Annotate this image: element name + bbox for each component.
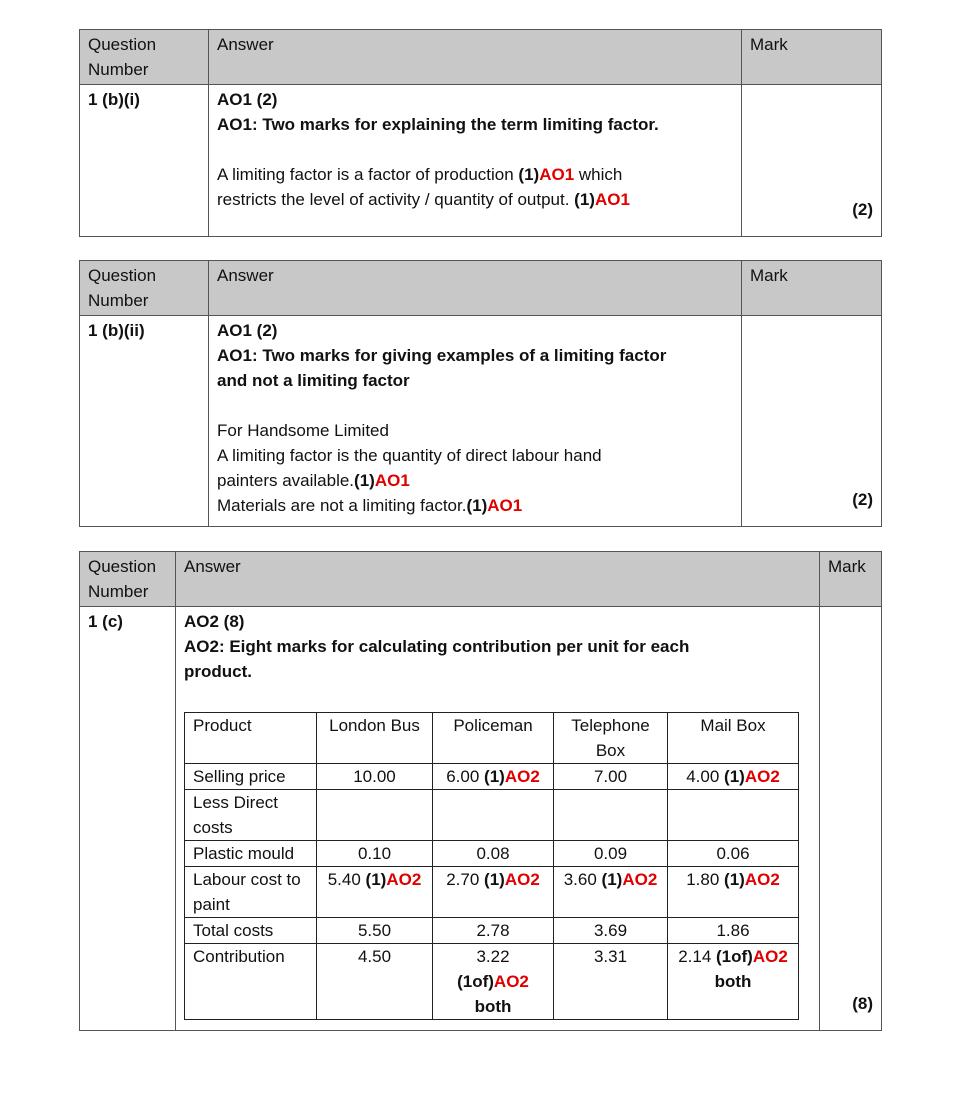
table-cell <box>554 790 668 841</box>
text-segment: painters available. <box>217 471 355 490</box>
text-segment: 0.10 <box>357 844 392 863</box>
table-cell <box>317 841 433 867</box>
assessment-objective: AO2 <box>744 870 780 889</box>
header-row <box>80 261 882 316</box>
answer-heading-line: AO2: Eight marks for calculating contribution per unit for each <box>184 637 690 656</box>
text-segment: 1.86 <box>716 921 750 940</box>
text-segment: (1) <box>601 870 623 889</box>
table-cell <box>554 841 668 867</box>
answer-heading-line: product. <box>184 662 252 681</box>
question-table-1 <box>79 260 882 527</box>
mark-header: Mark <box>742 261 882 316</box>
answer-header: Answer <box>209 30 742 85</box>
product-header-cell: London Bus <box>317 713 433 764</box>
table-row <box>185 867 799 918</box>
mark-header: Mark <box>742 30 882 85</box>
answer-heading-line: AO1 (2) <box>217 90 278 109</box>
text-segment: (1) <box>574 190 595 209</box>
text-segment: 4.50 <box>357 947 392 966</box>
table-cell <box>433 790 554 841</box>
answer-line <box>217 418 733 443</box>
text-segment: 2.70 <box>446 870 485 889</box>
table-cell <box>554 944 668 1020</box>
table-row <box>185 790 799 841</box>
answer-row <box>80 85 882 237</box>
text-segment: Plastic mould <box>193 844 295 863</box>
product-header-row <box>185 713 799 764</box>
table-cell <box>433 867 554 918</box>
answer-heading-line: AO1 (2) <box>217 321 278 340</box>
text-segment: Materials are not a limiting factor. <box>217 496 467 515</box>
text-segment: 6.00 <box>446 767 485 786</box>
answer-line <box>217 187 733 212</box>
question-table-0 <box>79 29 882 237</box>
table-cell <box>668 944 799 1020</box>
answer-line <box>217 162 733 187</box>
text-segment: 5.40 <box>327 870 366 889</box>
answer-cell <box>209 316 742 527</box>
text-segment: 5.50 <box>357 921 392 940</box>
text-segment: 3.31 <box>593 947 628 966</box>
product-header-cell: Policeman <box>433 713 554 764</box>
text-segment: (1) <box>518 165 540 184</box>
table-cell <box>668 841 799 867</box>
text-segment: Less Direct costs <box>193 793 279 837</box>
table-cell <box>185 841 317 867</box>
assessment-objective: AO2 <box>493 972 529 991</box>
assessment-objective: AO2 <box>504 870 540 889</box>
product-header-cell: Mail Box <box>668 713 799 764</box>
question-number: 1 (c) <box>80 607 176 1031</box>
text-segment: For Handsome Limited <box>217 421 389 440</box>
question-number-header: Question Number <box>80 30 209 85</box>
assessment-objective: AO2 <box>752 947 788 966</box>
table-cell <box>317 918 433 944</box>
table-cell <box>668 790 799 841</box>
table-cell <box>433 841 554 867</box>
table-cell <box>317 867 433 918</box>
question-number-header: Question Number <box>80 261 209 316</box>
table-row <box>185 764 799 790</box>
mark-value: (8) <box>820 607 882 1031</box>
text-segment: A limiting factor is the quantity of direct labour hand <box>217 446 602 465</box>
question-table-2 <box>79 551 882 1031</box>
assessment-objective: AO2 <box>386 870 422 889</box>
table-cell <box>433 764 554 790</box>
text-segment: Selling price <box>193 767 286 786</box>
text-segment: which <box>574 165 623 184</box>
table-cell <box>554 918 668 944</box>
answer-header: Answer <box>209 261 742 316</box>
answer-heading-line: AO1: Two marks for explaining the term limiting factor. <box>217 115 659 134</box>
text-segment: 4.00 <box>686 767 725 786</box>
header-row <box>80 552 882 607</box>
text-segment: A limiting factor is a factor of production <box>217 165 519 184</box>
text-segment: 0.06 <box>716 844 750 863</box>
text-segment: (1) <box>484 870 505 889</box>
answer-row <box>80 607 882 1031</box>
table-cell <box>185 867 317 918</box>
text-segment: Total costs <box>193 921 274 940</box>
text-segment: (1) <box>484 767 505 786</box>
answer-heading-line: AO1: Two marks for giving examples of a limiting factor <box>217 346 667 365</box>
answer-heading-line: and not a limiting factor <box>217 371 410 390</box>
mark-header: Mark <box>820 552 882 607</box>
question-number: 1 (b)(i) <box>80 85 209 237</box>
mark-value: (2) <box>742 85 882 237</box>
table-cell <box>185 944 317 1020</box>
text-segment: restricts the level of activity / quantity of output. <box>217 190 575 209</box>
text-segment: (1) <box>354 471 375 490</box>
text-segment: (1) <box>724 870 745 889</box>
text-segment: 0.09 <box>593 844 628 863</box>
assessment-objective: AO1 <box>594 190 630 209</box>
text-segment: both <box>474 997 512 1016</box>
table-cell <box>185 918 317 944</box>
table-cell <box>433 944 554 1020</box>
answer-heading-line: AO2 (8) <box>184 612 245 631</box>
text-segment: (1) <box>466 496 488 515</box>
table-row <box>185 841 799 867</box>
answer-line <box>217 443 733 468</box>
table-cell <box>433 918 554 944</box>
product-contribution-table <box>184 712 799 1020</box>
assessment-objective: AO1 <box>374 471 410 490</box>
table-cell <box>317 764 433 790</box>
answer-line <box>217 493 733 518</box>
text-segment: 3.60 <box>563 870 602 889</box>
header-row <box>80 30 882 85</box>
table-cell <box>185 764 317 790</box>
text-segment: Contribution <box>193 947 285 966</box>
spacer <box>217 137 733 162</box>
text-segment: (1) <box>724 767 745 786</box>
table-cell <box>185 790 317 841</box>
question-number-header: Question Number <box>80 552 176 607</box>
answer-line <box>217 468 733 493</box>
product-header-cell: Telephone Box <box>554 713 668 764</box>
text-segment: 10.00 <box>353 767 396 786</box>
assessment-objective: AO2 <box>622 870 658 889</box>
answer-cell <box>209 85 742 237</box>
answer-cell <box>176 607 820 1031</box>
assessment-objective: AO2 <box>504 767 540 786</box>
table-cell <box>554 764 668 790</box>
table-cell <box>554 867 668 918</box>
table-cell <box>317 790 433 841</box>
answer-header: Answer <box>176 552 820 607</box>
table-cell <box>317 944 433 1020</box>
text-segment: 7.00 <box>593 767 628 786</box>
text-segment: 3.69 <box>593 921 628 940</box>
table-cell <box>668 918 799 944</box>
text-segment: 2.14 <box>678 947 716 966</box>
text-segment: (1) <box>365 870 387 889</box>
assessment-objective: AO2 <box>744 767 780 786</box>
assessment-objective: AO1 <box>487 496 523 515</box>
assessment-objective: AO1 <box>539 165 575 184</box>
answer-row <box>80 316 882 527</box>
text-segment: (1of) <box>457 972 494 991</box>
table-row <box>185 918 799 944</box>
mark-value: (2) <box>742 316 882 527</box>
text-segment: both <box>714 972 752 991</box>
text-segment: (1of) <box>716 947 753 966</box>
spacer <box>217 393 733 418</box>
text-segment: 1.80 <box>686 870 725 889</box>
text-segment: 3.22 <box>476 947 510 966</box>
text-segment: Labour cost to paint <box>193 870 301 914</box>
table-row <box>185 944 799 1020</box>
product-header-cell: Product <box>185 713 317 764</box>
table-cell <box>668 867 799 918</box>
table-cell <box>668 764 799 790</box>
question-number: 1 (b)(ii) <box>80 316 209 527</box>
text-segment: 2.78 <box>476 921 510 940</box>
text-segment: 0.08 <box>476 844 510 863</box>
